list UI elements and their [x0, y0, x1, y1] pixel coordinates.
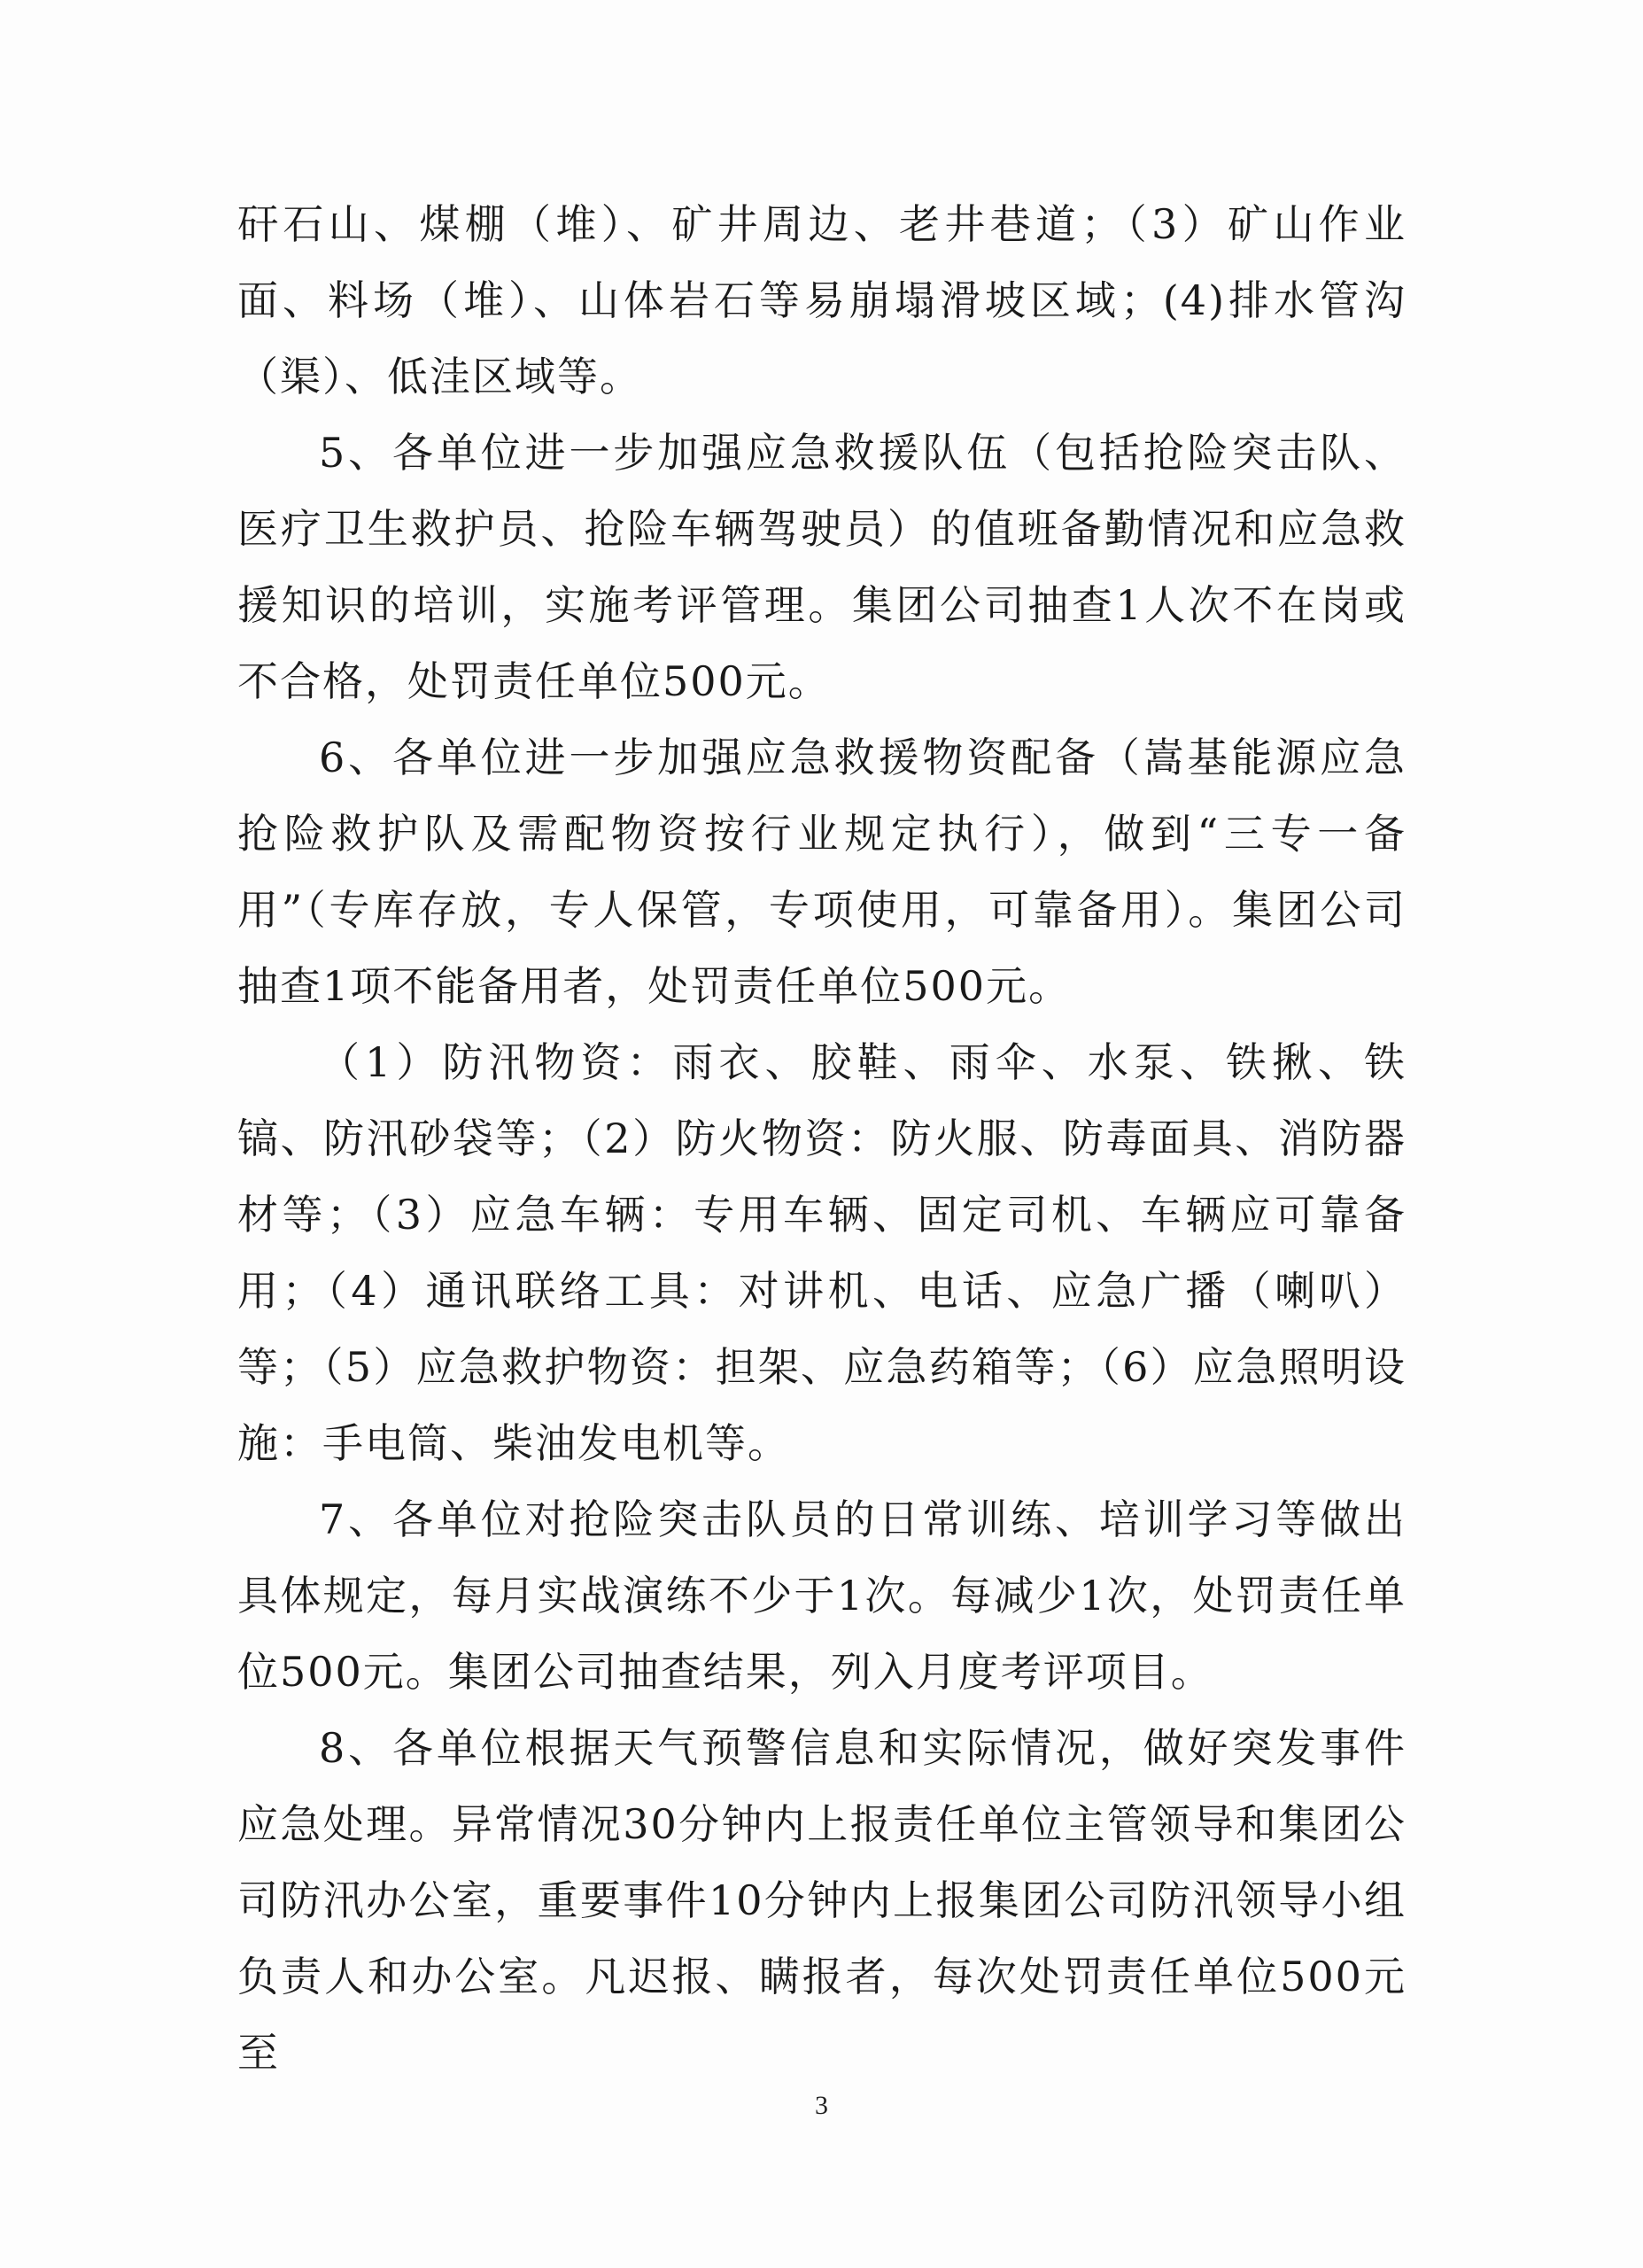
document-body — [237, 186, 1407, 2091]
page-number: 3 — [815, 2091, 828, 2120]
paragraph-item-7: 7、各单位对抢险突击队员的日常训练、培训学习等做出具体规定，每月实战演练不少于1次。每减少1次，处罚责任单位500元。集团公司抽查结果，列入月度考评项目。 — [237, 1495, 1407, 1696]
paragraph-item-5: 5、各单位进一步加强应急救援队伍（包括抢险突击队、医疗卫生救护员、抢险车辆驾驶员）的值班备勤情况和应急救援知识的培训，实施考评管理。集团公司抽查1人次不在岗或不合格，处罚责任单位500元。 — [237, 429, 1407, 705]
paragraph-continuation: 矸石山、煤棚（堆）、矿井周边、老井巷道；（3）矿山作业面、料场（堆）、山体岩石等易崩塌滑坡区域；(4)排水管沟（渠）、低洼区域等。 — [237, 200, 1407, 400]
paragraph-item-8: 8、各单位根据天气预警信息和实际情况，做好突发事件应急处理。异常情况30分钟内上报责任单位主管领导和集团公司防汛办公室，重要事件10分钟内上报集团公司防汛领导小组负责人和办公室。凡迟报、瞒报者，每次处罚责任单位500元至 — [237, 1724, 1407, 2077]
paragraph-item-6: 6、各单位进一步加强应急救援物资配备（嵩基能源应急抢险救护队及需配物资按行业规定执行），做到“三专一备用”（专库存放，专人保管，专项使用，可靠备用）。集团公司抽查1项不能备用者，处罚责任单位500元。 — [237, 734, 1407, 1010]
paragraph-item-6-materials: （1）防汛物资：雨衣、胶鞋、雨伞、水泵、铁揪、铁镐、防汛砂袋等；（2）防火物资：防火服、防毒面具、消防器材等；（3）应急车辆：专用车辆、固定司机、车辆应可靠备用；（4）通讯联络工具：对讲机、电话、应急广播（喇叭）等；（5）应急救护物资：担架、应急药箱等；（6）应急照明设施：手电筒、柴油发电机等。 — [237, 1038, 1407, 1467]
